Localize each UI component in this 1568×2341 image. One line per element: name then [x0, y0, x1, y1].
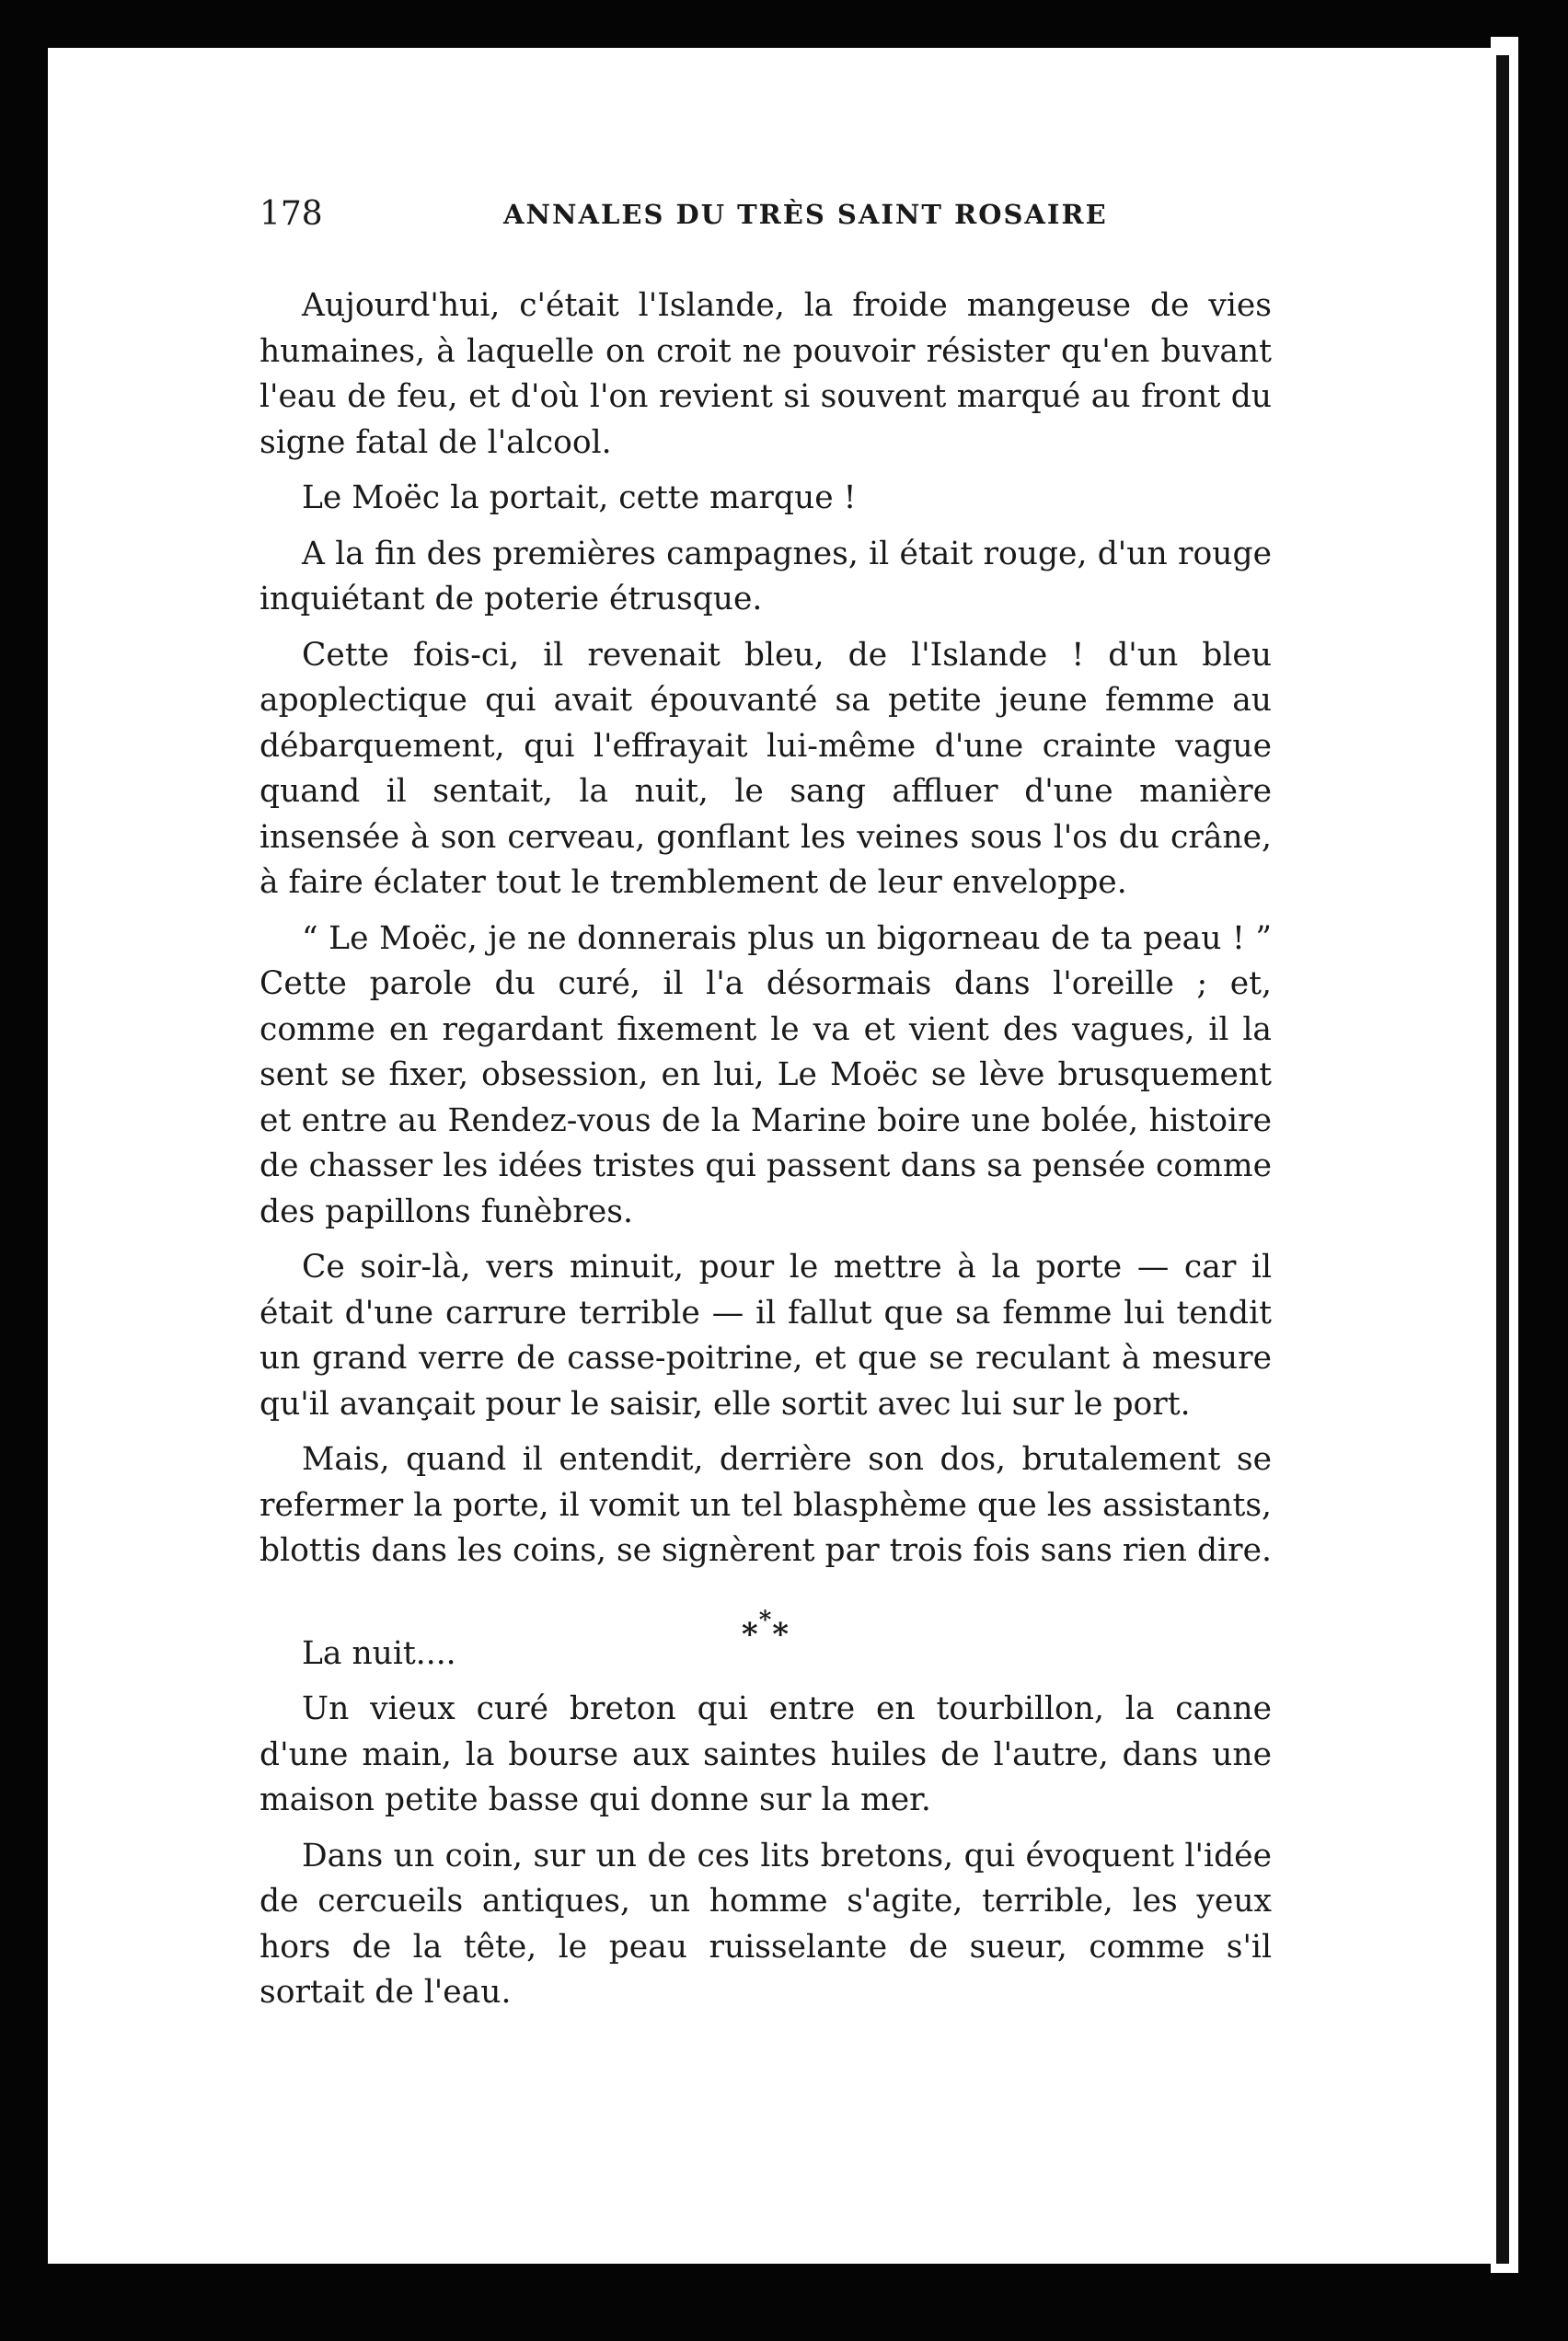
running-title: ANNALES DU TRÈS SAINT ROSAIRE — [503, 199, 1108, 230]
paragraph: Cette fois-ci, il revenait bleu, de l'Islande ! d'un bleu apoplectique qui avait épouvanté sa petite jeune femme au débarquement, qui l'effrayait lui-même d'une crainte vague quand il sentait, la nuit, le sang affluer d'une manière insensée à son cerveau, gonflant les veines sous l'os du crâne, à faire éclater tout le tremblement de leur enveloppe. — [259, 636, 1272, 901]
paragraph: Le Moëc la portait, cette marque ! — [302, 479, 857, 516]
paragraph: Aujourd'hui, c'était l'Islande, la froide mangeuse de vies humaines, à laquelle on croit ne pouvoir résister qu'en buvant l'eau de feu, et d'où l'on revient si souvent marqué au front du signe fatal de l'alcool. — [259, 287, 1272, 461]
paragraph: La nuit.... — [302, 1634, 456, 1672]
paragraph: A la fin des premières campagnes, il était rouge, d'un rouge inquiétant de poterie étrusque. — [259, 535, 1272, 617]
page-number: 178 — [259, 195, 323, 233]
separator-star-top: * — [758, 1606, 773, 1634]
page-content — [259, 195, 1272, 2026]
paragraph: Ce soir-là, vers minuit, pour le mettre à la porte — car il était d'une carrure terrible — il fallut que sa femme lui tendit un grand verre de casse-poitrine, et que se reculant à mesure qu'il avançait pour le saisir, elle sortit avec lui sur le port. — [259, 1249, 1272, 1423]
running-head — [259, 195, 1272, 250]
body-text — [259, 283, 1272, 2016]
paragraph: Un vieux curé breton qui entre en tourbillon, la canne d'une main, la bourse aux saintes huiles de l'autre, dans une maison petite basse qui donne sur la mer. — [259, 1690, 1272, 1818]
paragraph: Mais, quand il entendit, derrière son dos, brutalement se refermer la porte, il vomit un tel blasphème que les assistants, blottis dans les coins, se signèrent par trois fois sans rien dire. — [259, 1441, 1272, 1569]
separator-star-right: * — [772, 1615, 790, 1653]
separator-star-left: * — [741, 1615, 759, 1653]
page-edge-shadow — [1496, 55, 1509, 2264]
paragraph: Dans un coin, sur un de ces lits bretons, qui évoquent l'idée de cercueils antiques, un homme s'agite, terrible, les yeux hors de la tête, le peau ruisselante de sueur, comme s'il sortait de l'eau. — [259, 1837, 1272, 2011]
paragraph: “ Le Moëc, je ne donnerais plus un bigorneau de ta peau ! ” Cette parole du curé, il l'a désormais dans l'oreille ; et, comme en regardant fixement le va et vient des vagues, il la sent se fixer, obsession, en lui, Le Moëc se lève brusquement et entre au Rendez-vous de la Marine boire une bolée, histoire de chasser les idées tristes qui passent dans sa pensée comme des papillons funèbres. — [259, 919, 1272, 1230]
